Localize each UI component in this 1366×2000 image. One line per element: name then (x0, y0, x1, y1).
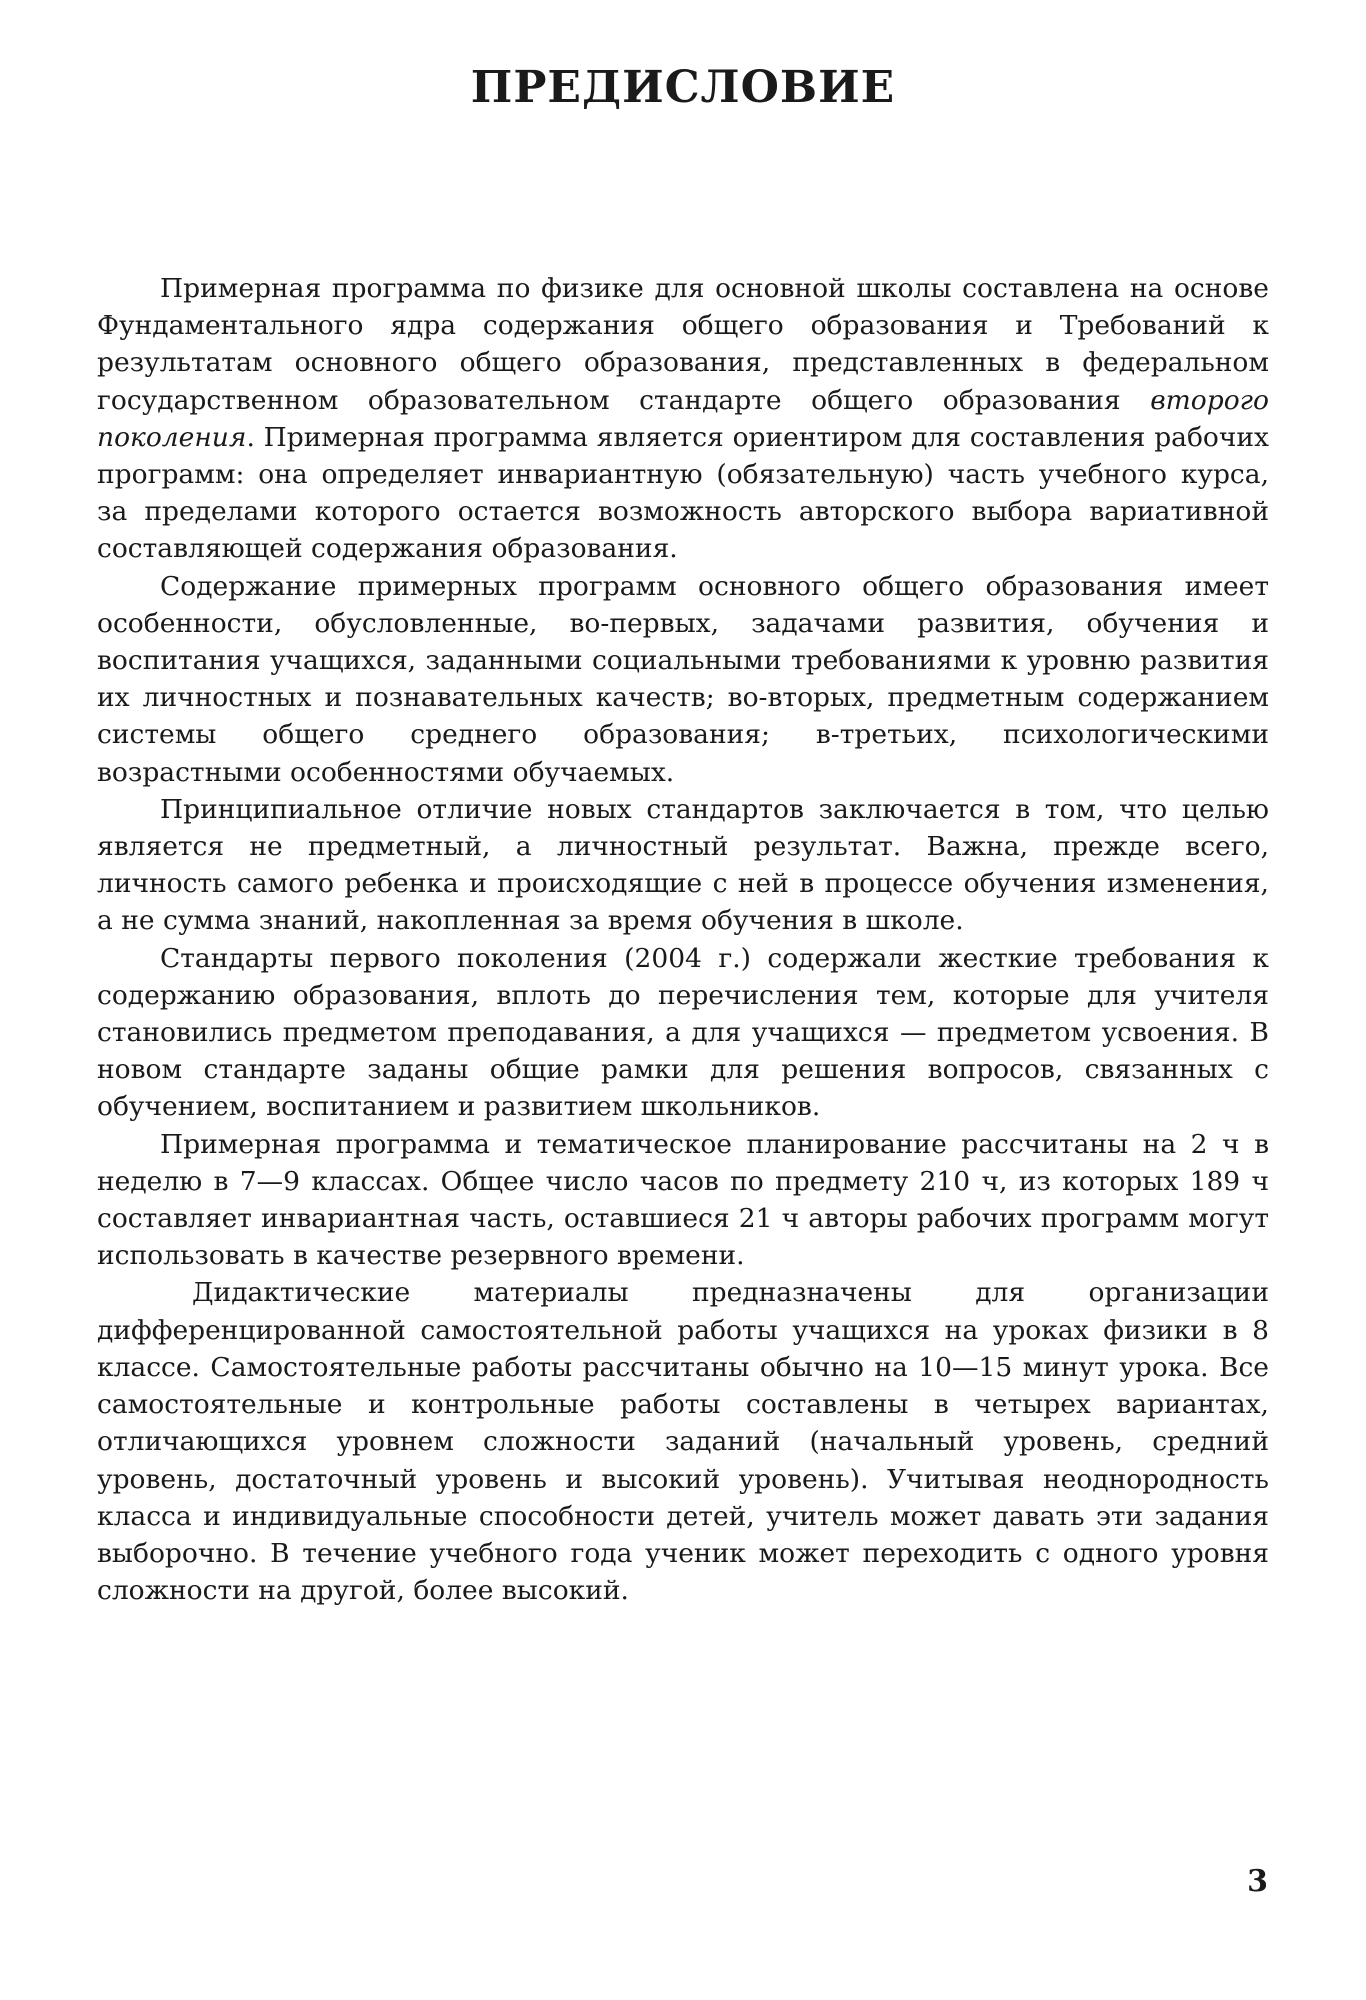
paragraph-4: Стандарты первого поколения (2004 г.) содержали жесткие требования к содержанию образования, вплоть до перечисления тем, которые для учителя становились предметом преподавания, а для учащихся — предметом усвоения. В новом стандарте заданы общие рамки для решения вопросов, связанных с обучением, воспитанием и развитием школьников. (97, 942, 1269, 1123)
page-number: 3 (1247, 1864, 1268, 1899)
page-title: ПРЕДИСЛОВИЕ (470, 62, 896, 113)
paragraph-1 (97, 270, 1269, 568)
paragraph-6: Дидактические материалы предназначены для организации дифференцированной самостоятельной работы учащихся на уроках физики в 8 классе. Самостоятельные работы рассчитаны обычно на 10—15 минут урока. Все самостоятельные и контрольные работы составлены в четырех вариантах, отличающихся уровнем сложности заданий (начальный уровень, средний уровень, достаточный уровень и высокий уровень). Учитывая неоднородность класса и индивидуальные способности детей, учитель может давать эти задания выборочно. В течение учебного года ученик может переходить с одного уровня сложности на другой, более высокий. (97, 1277, 1269, 1607)
paragraph-5: Примерная программа и тематическое планирование рассчитаны на 2 ч в неделю в 7—9 классах. Общее число часов по предмету 210 ч, из которых 189 ч составляет инвариантная часть, оставшиеся 21 ч авторы рабочих программ могут использовать в качестве резервного времени. (97, 1128, 1269, 1272)
paragraph-2: Содержание примерных программ основного общего образования имеет особенности, обусловленные, во-первых, задачами развития, обучения и воспитания учащихся, заданными социальными требованиями к уровню развития их личностных и познавательных качеств; во-вторых, предметным содержанием системы общего среднего образования; в-третьих, психологическими возрастными особенностями обучаемых. (97, 570, 1269, 788)
paragraph-1-emphasis: второго поколения (97, 384, 1269, 453)
preface-body (97, 270, 1269, 1609)
paragraph-3: Принципиальное отличие новых стандартов заключается в том, что целью является не предметный, а личностный результат. Важна, прежде всего, личность самого ребенка и происходящие с ней в процессе обучения изменения, а не сумма знаний, накопленная за время обучения в школе. (97, 793, 1269, 937)
paragraph-1-text: Примерная программа по физике для основной школы составлена на основе Фундаментального ядра содержания общего образования и Требований к результатам основного общего образования, представленных в федеральном государственном образовательном стандарте общего образования (97, 273, 1269, 416)
paragraph-1-text-end: . Примерная программа является ориентиром для составления рабочих программ: она определяет инвариантную (обязательную) часть учебного курса, за пределами которого остается возможность авторского выбора вариативной составляющей содержания образования. (97, 421, 1269, 565)
